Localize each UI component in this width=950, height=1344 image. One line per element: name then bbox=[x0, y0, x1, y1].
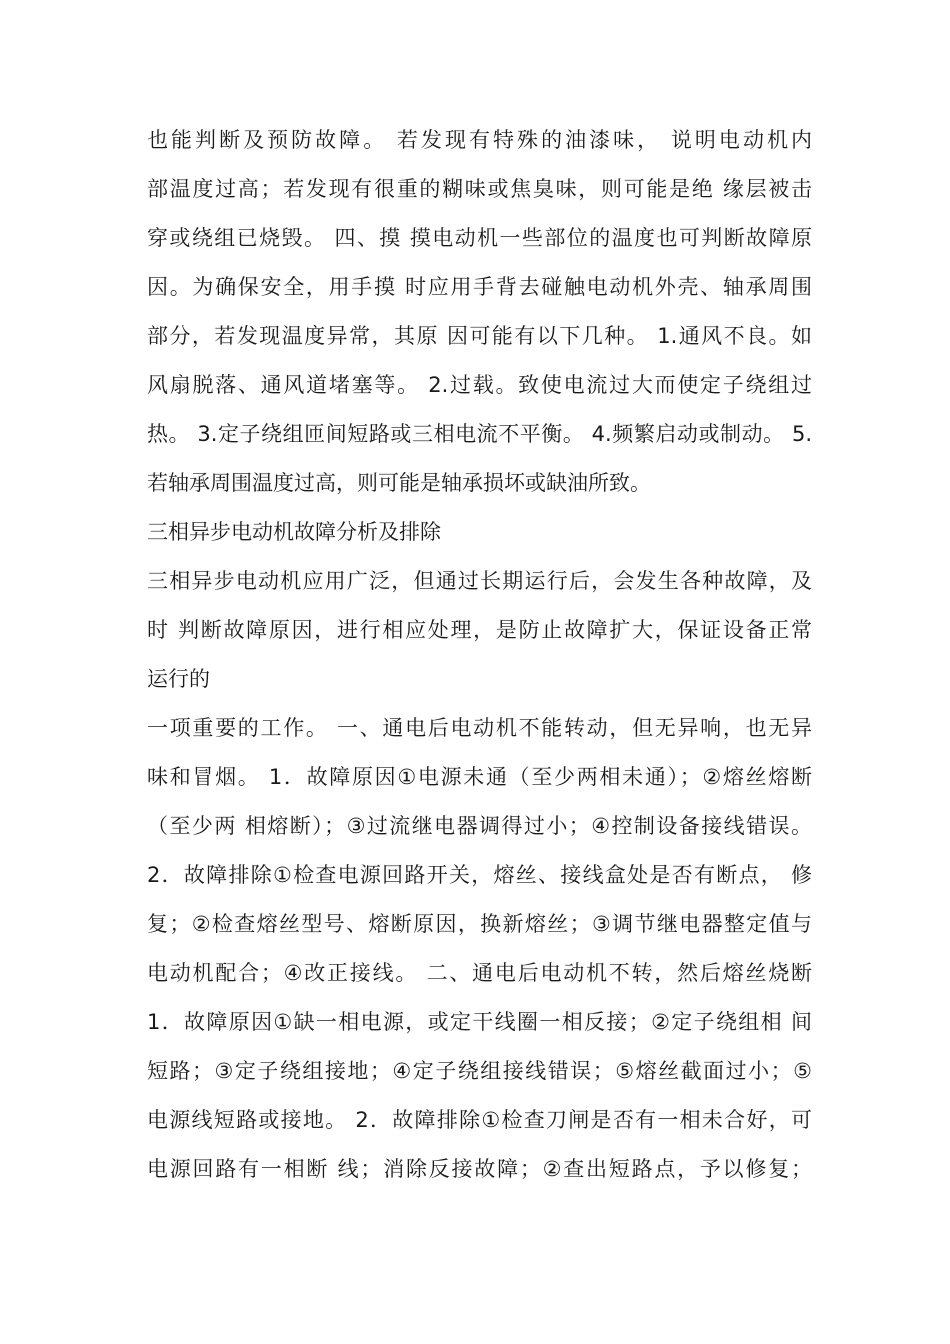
text-line: 也能判断及预防故障。 若发现有特殊的油漆味， 说明电动机内 bbox=[147, 128, 812, 152]
text-line: （至少两 相熔断）；③过流继电器调得过小；④控制设备接线错误。 bbox=[147, 814, 812, 838]
text-line: 1．故障原因①缺一相电源，或定干线圈一相反接；②定子绕组相 间 bbox=[147, 1010, 812, 1034]
text-line: 2．故障排除①检查电源回路开关，熔丝、接线盒处是否有断点， 修 bbox=[147, 863, 812, 887]
text-line: 因。为确保安全，用手摸 时应用手背去碰触电动机外壳、轴承周围 bbox=[147, 275, 812, 299]
text-line: 风扇脱落、通风道堵塞等。 2.过载。致使电流过大而使定子绕组过 bbox=[147, 373, 812, 397]
text-line: 部分，若发现温度异常，其原 因可能有以下几种。 1.通风不良。如 bbox=[147, 324, 812, 348]
text-line: 复；②检查熔丝型号、熔断原因，换新熔丝；③调节继电器整定值与 bbox=[147, 912, 812, 936]
text-line: 电源回路有一相断 线；消除反接故障；②查出短路点，予以修复； bbox=[147, 1157, 812, 1181]
text-line: 运行的 bbox=[147, 667, 210, 691]
text-line: 短路；③定子绕组接地；④定子绕组接线错误；⑤熔丝截面过小；⑤ bbox=[147, 1059, 812, 1083]
text-line: 电源线短路或接地。 2．故障排除①检查刀闸是否有一相未合好，可 bbox=[147, 1108, 812, 1132]
section-heading: 三相异步电动机故障分析及排除 bbox=[147, 520, 441, 544]
text-line: 电动机配合；④改正接线。 二、通电后电动机不转，然后熔丝烧断 bbox=[147, 961, 812, 985]
text-line: 时 判断故障原因，进行相应处理，是防止故障扩大，保证设备正常 bbox=[147, 618, 812, 642]
text-line: 三相异步电动机应用广泛，但通过长期运行后，会发生各种故障，及 bbox=[147, 569, 812, 593]
text-line: 味和冒烟。 1．故障原因①电源未通（至少两相未通）；②熔丝熔断 bbox=[147, 765, 812, 789]
text-line: 若轴承周围温度过高，则可能是轴承损坏或缺油所致。 bbox=[147, 471, 651, 495]
text-line: 穿或绕组已烧毁。 四、摸 摸电动机一些部位的温度也可判断故障原 bbox=[147, 226, 812, 250]
text-line: 一项重要的工作。 一、通电后电动机不能转动，但无异响，也无异 bbox=[147, 716, 812, 740]
text-line: 部温度过高；若发现有很重的糊味或焦臭味，则可能是绝 缘层被击 bbox=[147, 177, 812, 201]
body-text bbox=[147, 116, 812, 1194]
text-line: 热。 3.定子绕组匝间短路或三相电流不平衡。 4.频繁启动或制动。 5. bbox=[147, 422, 812, 446]
